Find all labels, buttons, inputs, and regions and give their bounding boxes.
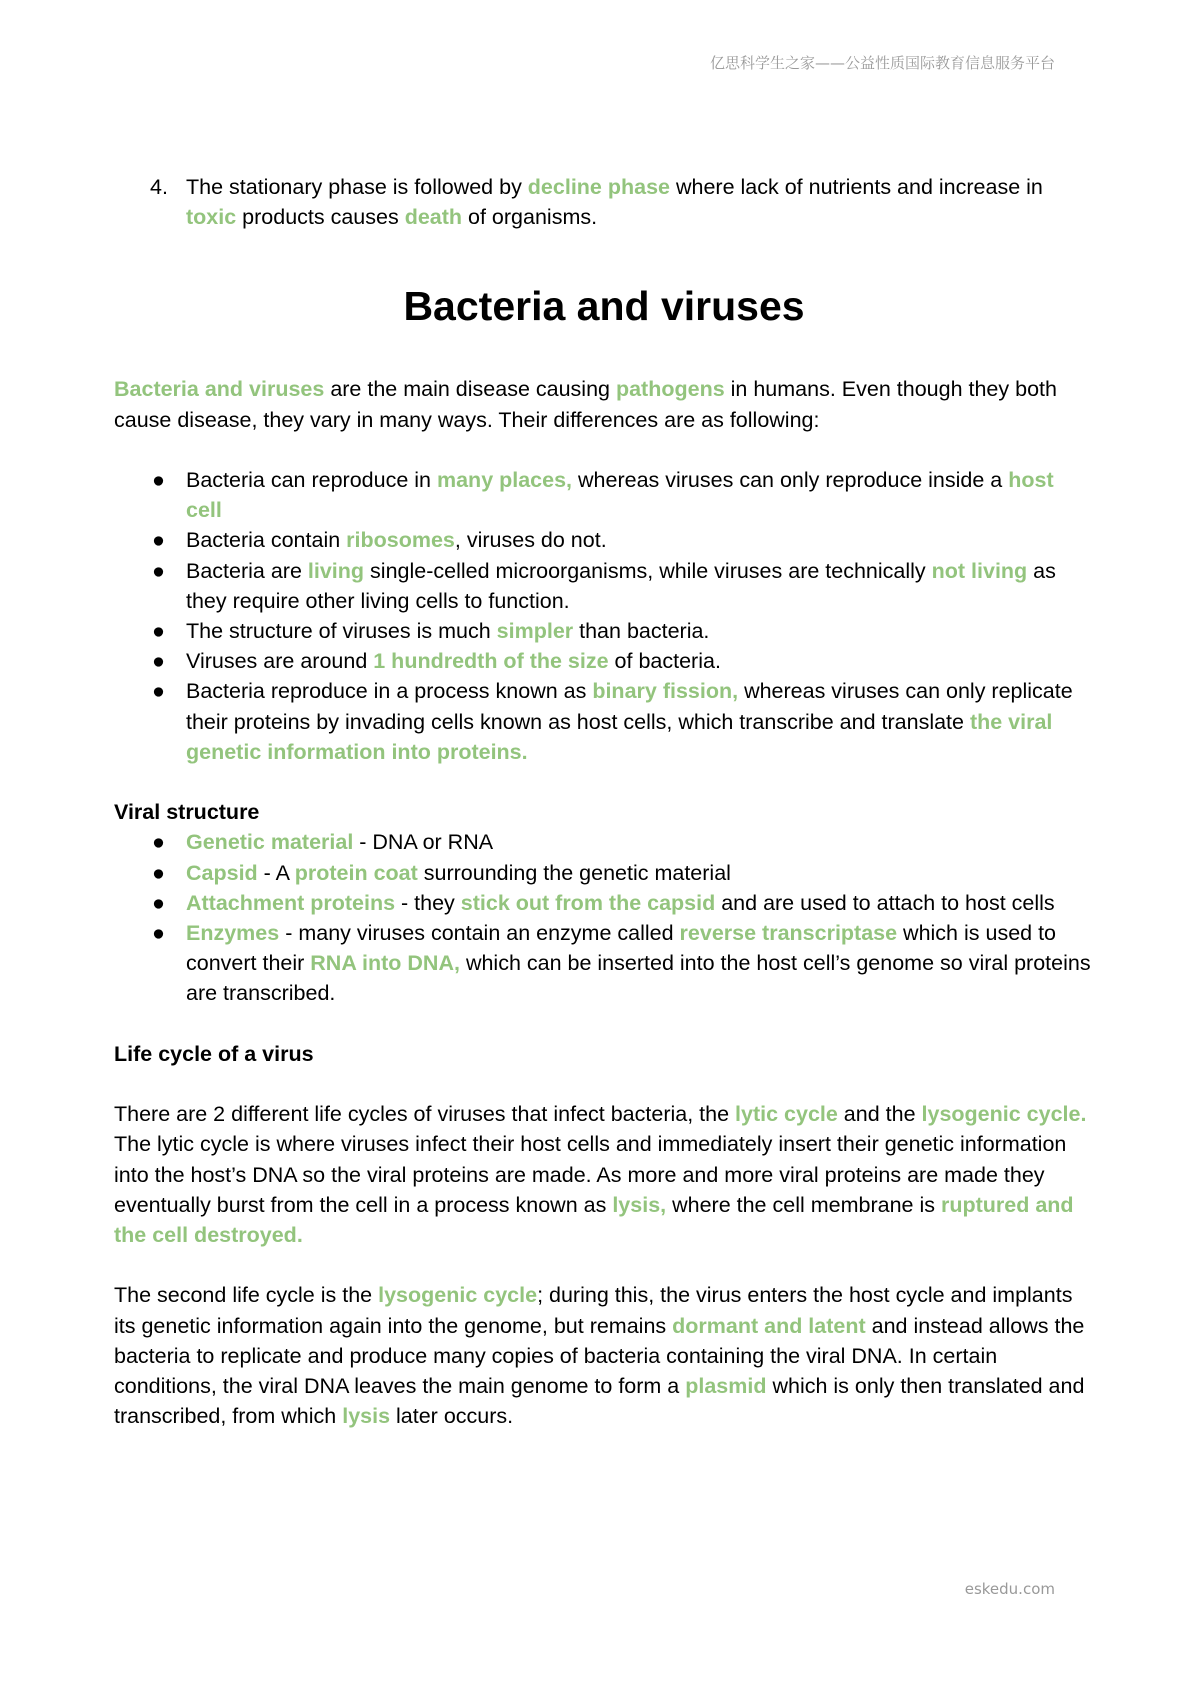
highlighted-term: ruptured and the cell destroyed. <box>114 1192 1074 1248</box>
bullet-icon: ● <box>152 860 165 885</box>
text-run: whereas viruses can only replicate their proteins by invading cells known as host cells, which transcribe and translate <box>186 679 1073 734</box>
text-run: as they require other living cells to function. <box>186 558 1056 613</box>
highlighted-term: death <box>404 205 463 230</box>
text-run: where lack of nutrients and increase in <box>670 175 1043 199</box>
bullet-icon: ● <box>152 558 165 583</box>
text-run: The lytic cycle is where viruses infect their host cells and immediately insert their genetic information into the host’s DNA so the viral proteins are made. As more and more viral proteins are made they eventually burst from the cell in a process known as <box>114 1132 1067 1217</box>
highlighted-term: Enzymes <box>186 921 280 946</box>
page-header: 亿思科学生之家——公益性质国际教育信息服务平台 <box>709 54 1055 72</box>
highlighted-term: stick out from the capsid <box>460 890 716 915</box>
highlighted-term: pathogens <box>615 377 725 402</box>
page-footer: eskedu.com <box>964 1580 1055 1598</box>
list-item-text <box>186 175 1043 229</box>
text-run: - DNA or RNA <box>353 830 494 855</box>
text-run: later occurs. <box>390 1404 514 1429</box>
text-run: of bacteria. <box>608 649 721 674</box>
viral-structure-heading: Viral structure <box>114 800 260 825</box>
highlighted-term: Genetic material <box>186 830 354 855</box>
highlighted-term: protein coat <box>294 860 418 885</box>
text-run: which is used to convert their <box>186 921 1057 976</box>
document-body <box>114 172 1094 1431</box>
highlighted-term: binary fission, <box>592 679 739 704</box>
highlighted-term: dormant and latent <box>672 1313 866 1338</box>
text-run: - they <box>395 890 461 915</box>
text-run: Bacteria reproduce in a process known as <box>186 679 593 704</box>
bullet-icon: ● <box>152 679 165 704</box>
highlighted-term: lysogenic cycle <box>378 1283 538 1308</box>
highlighted-term: living <box>307 558 365 583</box>
text-run: are the main disease causing <box>324 377 616 402</box>
intro-paragraph <box>114 374 1094 434</box>
highlighted-term: plasmid <box>685 1374 767 1399</box>
text-run: - many viruses contain an enzyme called <box>279 921 680 946</box>
text-run: The second life cycle is the <box>114 1283 379 1308</box>
text-run: and are used to attach to host cells <box>715 890 1055 915</box>
text-run: , viruses do not. <box>454 528 607 553</box>
bullet-icon: ● <box>152 921 165 946</box>
highlighted-term: lysogenic cycle. <box>921 1102 1087 1127</box>
highlighted-term: host cell <box>186 468 1054 523</box>
text-run: There are 2 different life cycles of viruses that infect bacteria, the <box>114 1102 736 1127</box>
bullet-icon: ● <box>152 619 165 644</box>
text-run: than bacteria. <box>573 619 710 644</box>
structure-item <box>114 858 1094 888</box>
bullet-icon: ● <box>152 528 165 553</box>
bullet-icon: ● <box>152 890 165 915</box>
text-run: and the <box>837 1102 922 1127</box>
text-run: whereas viruses can only reproduce inside a <box>572 468 1009 492</box>
text-run: products causes <box>236 205 405 230</box>
text-run: ; during this, the virus enters the host cycle and implants its genetic information again into the genome, but remains <box>114 1283 1073 1338</box>
bullet-icon: ● <box>152 649 165 674</box>
highlighted-term: decline phase <box>527 175 670 199</box>
difference-item <box>114 556 1094 616</box>
life-cycle-heading: Life cycle of a virus <box>114 1041 314 1066</box>
text-run: Bacteria can reproduce in <box>186 468 437 492</box>
text-run: Bacteria are <box>186 558 308 583</box>
text-run: The structure of viruses is much <box>186 619 497 644</box>
highlighted-term: Attachment proteins <box>186 890 396 915</box>
life-cycle-paragraph-2 <box>114 1280 1094 1431</box>
text-run: which is only then translated and transcribed, from which <box>114 1374 1085 1429</box>
structure-item <box>114 918 1094 1009</box>
difference-item <box>114 465 1094 525</box>
highlighted-term: 1 hundredth of the size <box>373 649 609 674</box>
highlighted-term: many places, <box>436 468 573 492</box>
numbered-list-item <box>114 172 1094 232</box>
text-run: surrounding the genetic material <box>417 860 731 885</box>
bullet-icon: ● <box>152 830 165 855</box>
highlighted-term: Bacteria and viruses <box>114 377 325 402</box>
text-run: where the cell membrane is <box>666 1192 941 1217</box>
difference-item <box>114 646 1094 676</box>
text-run: Viruses are around <box>186 649 374 674</box>
highlighted-term: reverse transcriptase <box>679 921 898 946</box>
life-cycle-paragraph-1 <box>114 1099 1094 1250</box>
structure-item <box>114 888 1094 918</box>
highlighted-term: the viral genetic information into proteins. <box>186 709 1053 764</box>
difference-item <box>114 616 1094 646</box>
highlighted-term: simpler <box>496 619 574 644</box>
structure-item <box>114 827 1094 857</box>
highlighted-term: not living <box>931 558 1028 583</box>
text-run: single-celled microorganisms, while viruses are technically <box>364 558 932 583</box>
section-title: Bacteria and viruses <box>403 283 805 330</box>
difference-item <box>114 676 1094 767</box>
list-number: 4. <box>150 175 168 199</box>
text-run: in humans. Even though they both cause disease, they vary in many ways. Their differences are as following: <box>114 377 1057 432</box>
text-run: Bacteria contain <box>186 528 347 553</box>
text-run: The stationary phase is followed by <box>186 175 528 199</box>
highlighted-term: lysis <box>342 1404 391 1429</box>
text-run: of organisms. <box>462 205 598 230</box>
highlighted-term: toxic <box>186 205 237 230</box>
text-run: which can be inserted into the host cell’s genome so viral proteins are transcribed. <box>186 951 1091 1006</box>
bullet-icon: ● <box>152 468 165 492</box>
text-run: - A <box>257 860 295 885</box>
highlighted-term: ribosomes <box>346 528 455 553</box>
differences-list <box>114 465 1094 767</box>
highlighted-term: RNA into DNA, <box>310 951 460 976</box>
highlighted-term: lytic cycle <box>735 1102 838 1127</box>
difference-item <box>114 525 1094 555</box>
text-run: and instead allows the bacteria to replicate and produce many copies of bacteria containing the viral DNA. In certain conditions, the viral DNA leaves the main genome to form a <box>114 1313 1085 1399</box>
highlighted-term: lysis, <box>612 1192 667 1217</box>
viral-structure-list <box>114 827 1094 1008</box>
highlighted-term: Capsid <box>186 860 258 885</box>
